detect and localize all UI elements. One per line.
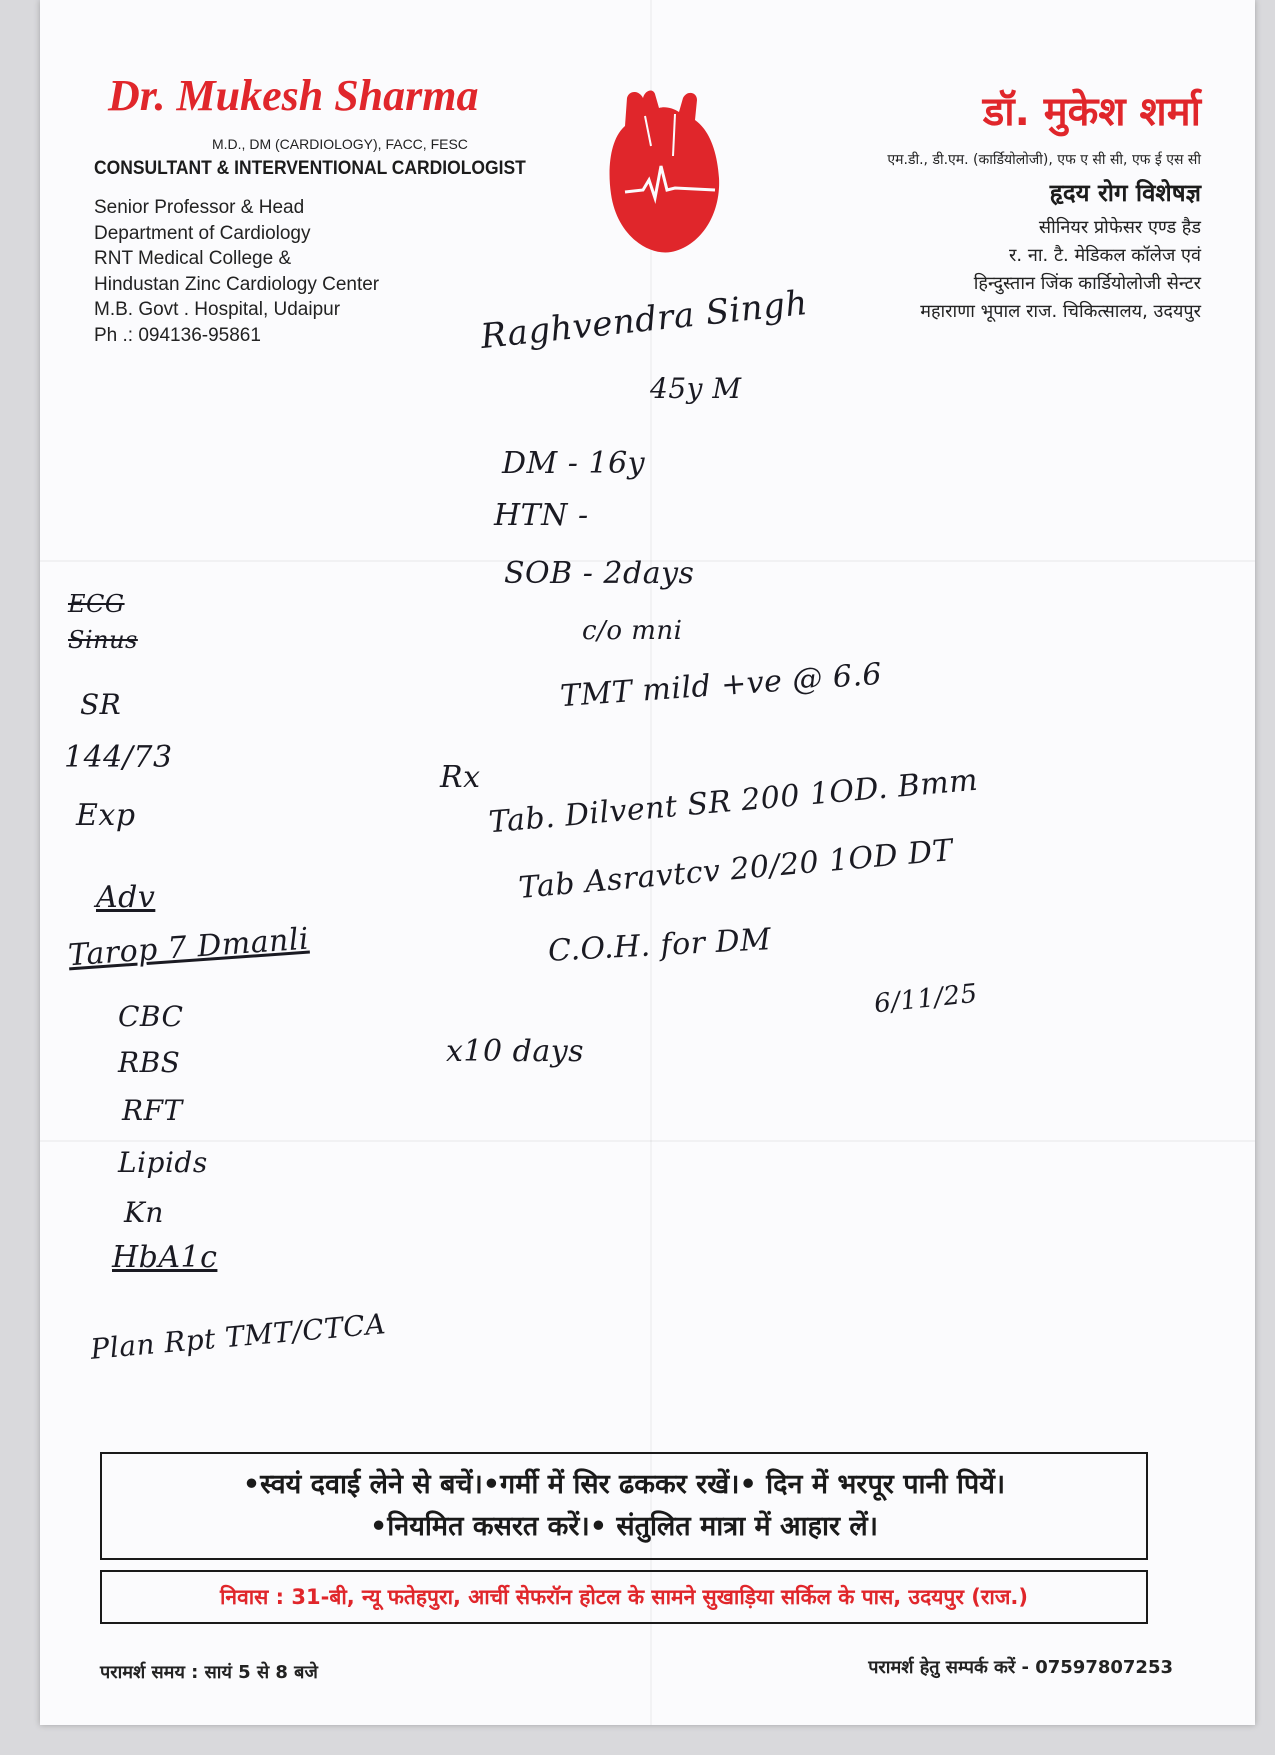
phone-number: Ph .: 094136-95861 <box>94 324 261 346</box>
degrees-en: M.D., DM (CARDIOLOGY), FACC, FESC <box>212 136 468 152</box>
designation-en: CONSULTANT & INTERVENTIONAL CARDIOLOGIST <box>94 158 526 179</box>
medication-line: Tab. Dilvent SR 200 1OD. Bmm <box>487 762 980 841</box>
degrees-hi: एम.डी., डी.एम. (कार्डियोलोजी), एफ ए सी सी, एफ ई एस सी <box>887 152 1201 168</box>
vitals-line: 144/73 <box>64 740 173 775</box>
history-line: HTN - <box>494 498 589 533</box>
affiliation-line: महाराणा भूपाल राज. चिकित्सालय, उदयपुर <box>920 301 1201 322</box>
patient-age-sex: 45y M <box>650 372 742 405</box>
residence-address: निवास : 31-बी, न्यू फतेहपुरा, आर्ची सेफरॉन होटल के सामने सुखाड़िया सर्किल के पास, उदयपुर (राज.) <box>219 1585 1029 1609</box>
history-line: SOB - 2days <box>504 556 695 591</box>
affiliation-line: र. ना. टै. मेडिकल कॉलेज एवं <box>1009 245 1201 266</box>
investigation-item: RFT <box>122 1094 183 1127</box>
medication-duration: x10 days <box>446 1034 585 1069</box>
plan-note: Plan Rpt TMT/CTCA <box>89 1307 388 1366</box>
medication-line: C.O.H. for DM <box>547 922 773 969</box>
affiliation-line: M.B. Govt . Hospital, Udaipur <box>94 299 341 320</box>
medication-line: Tab Asravtcv 20/20 1OD DT <box>517 833 955 906</box>
advice-sub: Tarop 7 Dmanli <box>67 921 311 974</box>
investigation-item: CBC <box>118 1000 184 1033</box>
prescription-sheet <box>40 0 1255 1725</box>
health-advice-box <box>100 1452 1148 1560</box>
rx-symbol: Rx <box>440 760 481 795</box>
affiliation-line: हिन्दुस्तान जिंक कार्डियोलोजी सेन्टर <box>973 273 1201 294</box>
affiliation-line: Department of Cardiology <box>94 222 311 244</box>
vitals-line: Sinus <box>68 626 138 654</box>
history-line: c/o mni <box>582 616 683 646</box>
residence-address-box <box>100 1570 1148 1624</box>
vitals-line: SR <box>80 688 122 721</box>
investigation-item: Kn <box>124 1196 164 1229</box>
vitals-line: Exp <box>76 798 136 833</box>
advice-heading: Adv <box>96 880 156 915</box>
doctor-name-en: Dr. Mukesh Sharma <box>108 71 479 120</box>
advice-line: •स्वयं दवाई लेने से बचें।•गर्मी में सिर ढककर रखें।• दिन में भरपूर पानी पियें। <box>242 1469 1006 1500</box>
designation-hi: हृदय रोग विशेषज्ञ <box>1049 179 1201 207</box>
investigation-item: HbA1c <box>112 1240 218 1275</box>
doctor-name-hi: डॉ. मुकेश शर्मा <box>982 89 1201 135</box>
history-line: TMT mild +ve @ 6.6 <box>559 656 884 715</box>
investigation-item: RBS <box>118 1046 181 1079</box>
affiliation-line: Hindustan Zinc Cardiology Center <box>94 273 380 295</box>
affiliation-line: Senior Professor & Head <box>94 197 305 218</box>
history-line: DM - 16y <box>502 446 646 481</box>
heart-ecg-icon <box>605 86 725 258</box>
affiliation-line: RNT Medical College & <box>94 248 292 269</box>
vitals-line: ECG <box>68 590 125 618</box>
affiliation-line: सीनियर प्रोफेसर एण्ड हैड <box>1038 217 1201 238</box>
consultation-contact: परामर्श हेतु सम्पर्क करें - 07597807253 <box>868 1657 1173 1678</box>
affiliation-en <box>94 195 379 348</box>
consultation-timing: परामर्श समय : सायं 5 से 8 बजे <box>100 1662 318 1683</box>
investigation-item: Lipids <box>118 1146 208 1179</box>
patient-name: Raghvendra Singh <box>478 282 810 358</box>
affiliation-hi <box>920 214 1201 326</box>
advice-line: •नियमित कसरत करें।• संतुलित मात्रा में आहार लें। <box>370 1511 878 1542</box>
signature-date: 6/11/25 <box>872 978 980 1020</box>
paper-fold <box>40 1140 1255 1142</box>
